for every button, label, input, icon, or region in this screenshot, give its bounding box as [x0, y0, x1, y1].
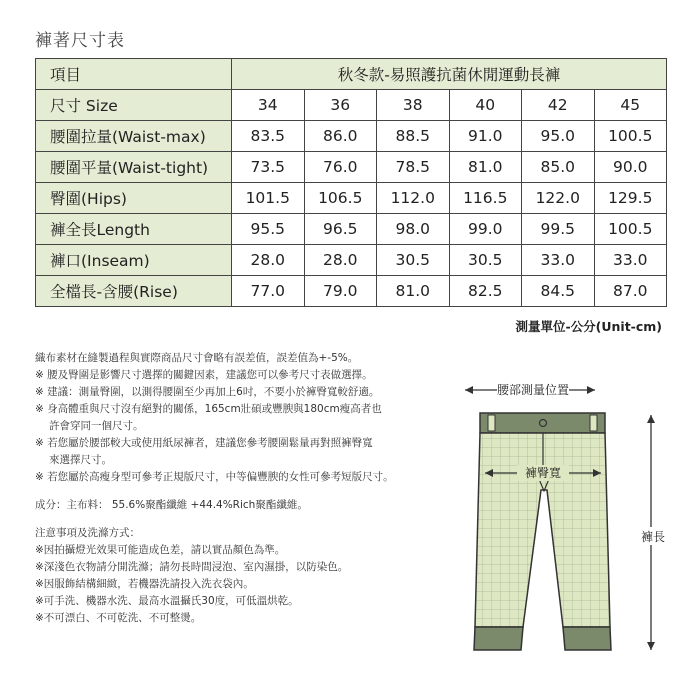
table-cell: 38 — [377, 90, 450, 121]
table-cell: 129.5 — [594, 183, 667, 214]
table-cell: 99.0 — [449, 214, 522, 245]
table-cell: 73.5 — [232, 152, 305, 183]
waist-measure-arrow — [465, 382, 595, 398]
care-item: ※可手洗、機器水洗、最高水溫攝氏30度，可低溫烘乾。 — [35, 595, 299, 607]
hip-label: 褲臀寬 — [524, 466, 562, 480]
table-header-row — [36, 59, 667, 90]
pants-diagram — [455, 375, 685, 665]
table-body — [36, 90, 667, 307]
table-cell: 28.0 — [232, 245, 305, 276]
cuff-left — [474, 627, 523, 650]
row-label: 全檔長-含腰(Rise) — [36, 276, 232, 307]
table-cell: 40 — [449, 90, 522, 121]
table-cell: 91.0 — [449, 121, 522, 152]
size-note-line: 來選擇尺寸。 — [49, 454, 112, 466]
size-note-line: 織布素材在縫製過程與實際商品尺寸會略有誤差值，誤差值為+-5%。 — [35, 352, 359, 364]
table-cell: 30.5 — [449, 245, 522, 276]
table-cell: 96.5 — [304, 214, 377, 245]
row-label: 臀圍(Hips) — [36, 183, 232, 214]
row-label: 腰圍平量(Waist-tight) — [36, 152, 232, 183]
table-cell: 88.5 — [377, 121, 450, 152]
table-cell: 101.5 — [232, 183, 305, 214]
table-cell: 87.0 — [594, 276, 667, 307]
care-item: ※深淺色衣物請分開洗滌；請勿長時間浸泡、室內濕掛，以防染色。 — [35, 561, 349, 573]
table-row — [36, 152, 667, 183]
waistband — [480, 413, 605, 433]
product-name-cell: 秋冬款-易照護抗菌休閒運動長褲 — [232, 59, 667, 90]
table-cell: 84.5 — [522, 276, 595, 307]
table-cell: 34 — [232, 90, 305, 121]
length-label: 褲長 — [640, 530, 666, 544]
table-row — [36, 183, 667, 214]
size-note-line: 許會穿同一個尺寸。 — [49, 420, 144, 432]
care-item: ※因服飾結構細緻，若機器洗請投入洗衣袋內。 — [35, 578, 254, 590]
table-cell: 122.0 — [522, 183, 595, 214]
table-cell: 99.5 — [522, 214, 595, 245]
table-cell: 116.5 — [449, 183, 522, 214]
table-row — [36, 245, 667, 276]
table-cell: 77.0 — [232, 276, 305, 307]
page-title: 褲著尺寸表 — [35, 31, 125, 51]
belt-loop-right — [590, 415, 597, 431]
row-label: 尺寸 Size — [36, 90, 232, 121]
size-note-line: ※ 若您屬於腰部較大或使用紙尿褲者，建議您參考腰圍鬆量再對照褲臀寬 — [35, 437, 373, 449]
table-cell: 45 — [594, 90, 667, 121]
unit-note: 測量單位-公分(Unit-cm) — [515, 319, 662, 334]
size-notes — [35, 350, 455, 486]
table-cell: 42 — [522, 90, 595, 121]
table-cell: 30.5 — [377, 245, 450, 276]
table-cell: 95.0 — [522, 121, 595, 152]
waist-label: 腰部測量位置 — [496, 383, 570, 397]
belt-loop-left — [488, 415, 495, 431]
row-label: 褲口(Inseam) — [36, 245, 232, 276]
table-cell: 33.0 — [522, 245, 595, 276]
care-title: 注意事項及洗滌方式： — [35, 527, 140, 539]
table-cell: 28.0 — [304, 245, 377, 276]
table-cell: 79.0 — [304, 276, 377, 307]
table-cell: 33.0 — [594, 245, 667, 276]
table-cell: 82.5 — [449, 276, 522, 307]
size-note-line: ※ 若您屬於高瘦身型可參考正規版尺寸，中等偏豐腴的女性可參考短版尺寸。 — [35, 471, 394, 483]
table-cell: 100.5 — [594, 214, 667, 245]
table-row — [36, 90, 667, 121]
table-cell: 90.0 — [594, 152, 667, 183]
size-table — [35, 58, 667, 307]
table-cell: 98.0 — [377, 214, 450, 245]
table-cell: 100.5 — [594, 121, 667, 152]
table-row — [36, 121, 667, 152]
table-cell: 85.0 — [522, 152, 595, 183]
cuff-right — [563, 627, 611, 650]
table-cell: 106.5 — [304, 183, 377, 214]
notes-section — [35, 350, 455, 627]
table-cell: 36 — [304, 90, 377, 121]
row-label: 褲全長Length — [36, 214, 232, 245]
table-cell: 86.0 — [304, 121, 377, 152]
table-cell: 78.5 — [377, 152, 450, 183]
table-cell: 112.0 — [377, 183, 450, 214]
table-cell: 81.0 — [449, 152, 522, 183]
table-cell: 95.5 — [232, 214, 305, 245]
table-row — [36, 276, 667, 307]
size-note-line: ※ 腰及臀圍是影響尺寸選擇的關鍵因素，建議您可以參考尺寸表做選擇。 — [35, 369, 373, 381]
care-item: ※不可漂白、不可乾洗、不可整燙。 — [35, 612, 202, 624]
header-label-cell: 項目 — [36, 59, 232, 90]
care-items — [35, 542, 455, 627]
table-cell: 76.0 — [304, 152, 377, 183]
length-measure-arrow — [638, 415, 665, 650]
material-text: 成分：主布料： 55.6%聚酯纖維 +44.4%Rich聚酯纖維。 — [35, 499, 308, 511]
table-cell: 81.0 — [377, 276, 450, 307]
table-cell: 83.5 — [232, 121, 305, 152]
care-item: ※因拍攝燈光效果可能造成色差，請以實品顏色為準。 — [35, 544, 286, 556]
row-label: 腰圍拉量(Waist-max) — [36, 121, 232, 152]
size-note-line: ※ 建議：測量臀圍，以測得腰圍至少再加上6吋，不要小於褲臀寬較舒適。 — [35, 386, 380, 398]
size-note-line: ※ 身高體重與尺寸沒有絕對的關係，165cm壯碩或豐腴與180cm瘦高者也 — [35, 403, 382, 415]
table-row — [36, 214, 667, 245]
